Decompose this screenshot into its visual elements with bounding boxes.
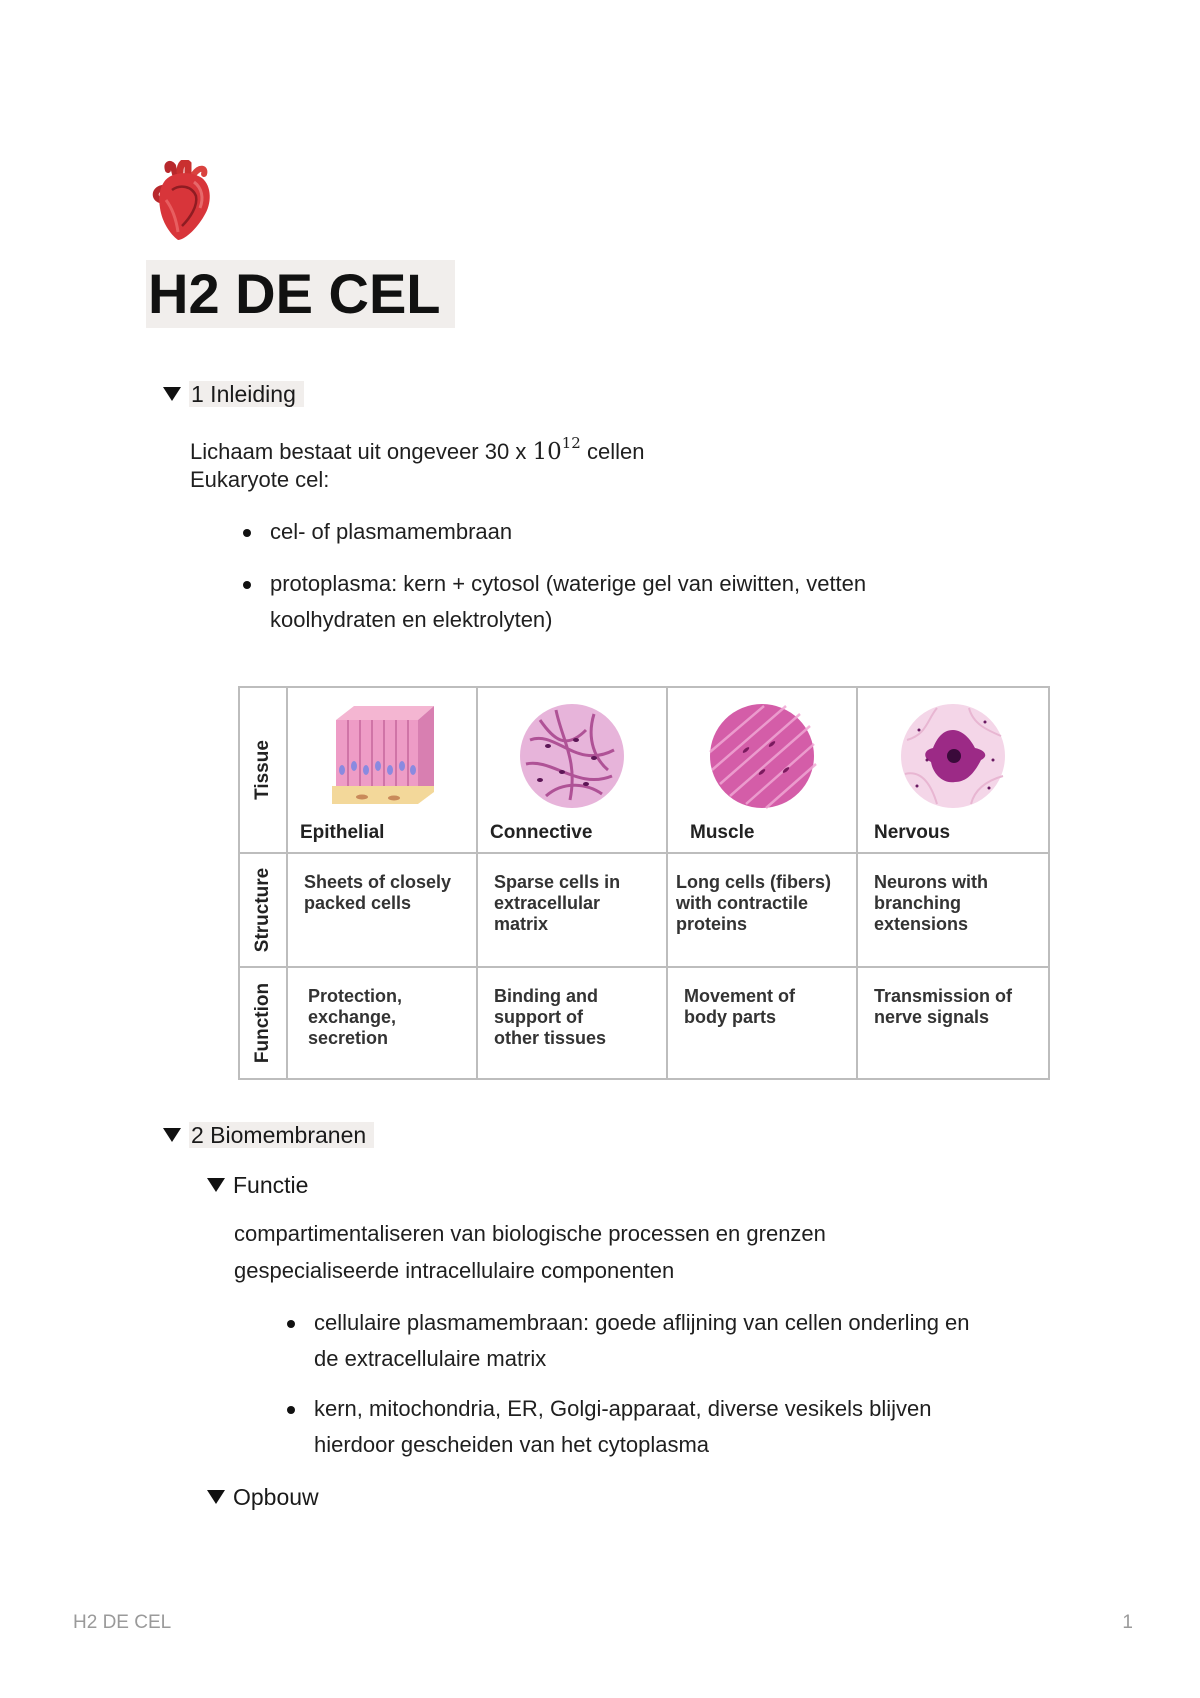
row-header-tissue xyxy=(239,687,287,853)
functie-line-1: compartimentaliseren van biologische processen en grenzen xyxy=(234,1221,826,1246)
intro-line-2: Eukaryote cel: xyxy=(190,467,330,492)
bullet-dot xyxy=(243,529,251,537)
power-exponent: 12 xyxy=(561,434,581,452)
triangle-down-icon xyxy=(207,1490,225,1504)
cell-line: matrix xyxy=(494,914,549,934)
cell-line: Sheets of closely xyxy=(304,872,452,892)
function-cell xyxy=(477,967,667,1079)
cell-line: Protection, xyxy=(308,986,403,1006)
toggle-inleiding[interactable] xyxy=(163,378,304,410)
intro-text-end: cellen xyxy=(586,439,645,464)
bullet-dot xyxy=(287,1320,295,1328)
row-header-structure xyxy=(239,853,287,967)
row-header-function xyxy=(239,967,287,1079)
nervous-tissue-illustration xyxy=(897,700,1009,812)
cell-line: branching xyxy=(874,893,962,913)
footer-title: H2 DE CEL xyxy=(73,1612,172,1633)
row-header-label: Tissue xyxy=(252,740,273,800)
page-title: H2 DE CEL xyxy=(146,260,455,328)
list-item-text: protoplasma: kern + cytosol (waterige gel van eiwitten, vetten xyxy=(270,571,867,596)
page-number: 1 xyxy=(1122,1612,1133,1633)
toggle-biomembranen[interactable] xyxy=(163,1119,374,1151)
row-header-label: Function xyxy=(252,982,273,1064)
tissue-cell-epithelial xyxy=(287,687,477,853)
epithelial-tissue-illustration xyxy=(322,700,442,812)
function-cell xyxy=(287,967,477,1079)
triangle-down-icon xyxy=(163,387,181,401)
cell-line: exchange, xyxy=(308,1007,397,1027)
list-item xyxy=(314,1391,932,1427)
connective-tissue-illustration xyxy=(516,700,628,812)
tissue-label: Nervous xyxy=(874,822,951,843)
cell-line: packed cells xyxy=(304,893,412,913)
functie-line-2: gespecialiseerde intracellulaire componenten xyxy=(234,1258,675,1283)
cell-line: support of xyxy=(494,1007,583,1027)
power-base: 10 xyxy=(532,439,562,465)
toggle-opbouw[interactable] xyxy=(207,1481,319,1513)
list-item-continuation: de extracellulaire matrix xyxy=(314,1346,547,1371)
toggle-functie[interactable] xyxy=(207,1169,308,1201)
function-cell xyxy=(667,967,857,1079)
cell-line: Transmission of xyxy=(874,986,1013,1006)
list-item-text: kern, mitochondria, ER, Golgi-apparaat, diverse vesikels blijven xyxy=(314,1396,932,1421)
list-item xyxy=(314,1305,970,1341)
list-item-continuation: koolhydraten en elektrolyten) xyxy=(270,607,553,632)
cell-line: Movement of xyxy=(684,986,796,1006)
cell-line: nerve signals xyxy=(874,1007,990,1027)
triangle-down-icon xyxy=(163,1128,181,1142)
bullet-dot xyxy=(243,581,251,589)
tissue-types-table xyxy=(238,686,1050,1080)
tissue-cell-nervous xyxy=(857,687,1049,853)
structure-cell xyxy=(857,853,1049,967)
structure-cell xyxy=(287,853,477,967)
tissue-label: Epithelial xyxy=(300,822,385,843)
list-item-continuation: hierdoor gescheiden van het cytoplasma xyxy=(314,1432,710,1457)
row-header-label: Structure xyxy=(252,867,273,953)
list-item xyxy=(270,514,512,550)
list-item-text: cel- of plasmamembraan xyxy=(270,519,513,544)
list-item xyxy=(270,566,866,602)
intro-text: Lichaam bestaat uit ongeveer 30 x xyxy=(190,439,527,464)
subsection-heading-opbouw: Opbouw xyxy=(233,1484,319,1510)
list-item-text: cellulaire plasmamembraan: goede aflijning van cellen onderling en xyxy=(314,1310,970,1335)
muscle-tissue-illustration xyxy=(706,700,818,812)
anatomical-heart-icon xyxy=(150,160,220,242)
cell-line: extracellular xyxy=(494,893,601,913)
section-heading-inleiding: 1 Inleiding xyxy=(189,381,304,407)
bullet-dot xyxy=(287,1406,295,1414)
tissue-cell-connective xyxy=(477,687,667,853)
triangle-down-icon xyxy=(207,1178,225,1192)
cell-line: Long cells (fibers) xyxy=(676,872,832,892)
tissue-label: Connective xyxy=(490,822,593,843)
section-heading-biomembranen: 2 Biomembranen xyxy=(189,1122,374,1148)
tissue-label: Muscle xyxy=(690,822,755,843)
cell-line: with contractile xyxy=(676,893,809,913)
tissue-cell-muscle xyxy=(667,687,857,853)
function-cell xyxy=(857,967,1049,1079)
cell-line: secretion xyxy=(308,1028,389,1048)
cell-line: proteins xyxy=(676,914,748,934)
cell-line: Sparse cells in xyxy=(494,872,621,892)
cell-line: other tissues xyxy=(494,1028,607,1048)
cell-line: Binding and xyxy=(494,986,598,1006)
cell-line: Neurons with xyxy=(874,872,989,892)
structure-cell xyxy=(667,853,857,967)
cell-line: extensions xyxy=(874,914,969,934)
cell-line: body parts xyxy=(684,1007,777,1027)
subsection-heading-functie: Functie xyxy=(233,1172,309,1198)
structure-cell xyxy=(477,853,667,967)
